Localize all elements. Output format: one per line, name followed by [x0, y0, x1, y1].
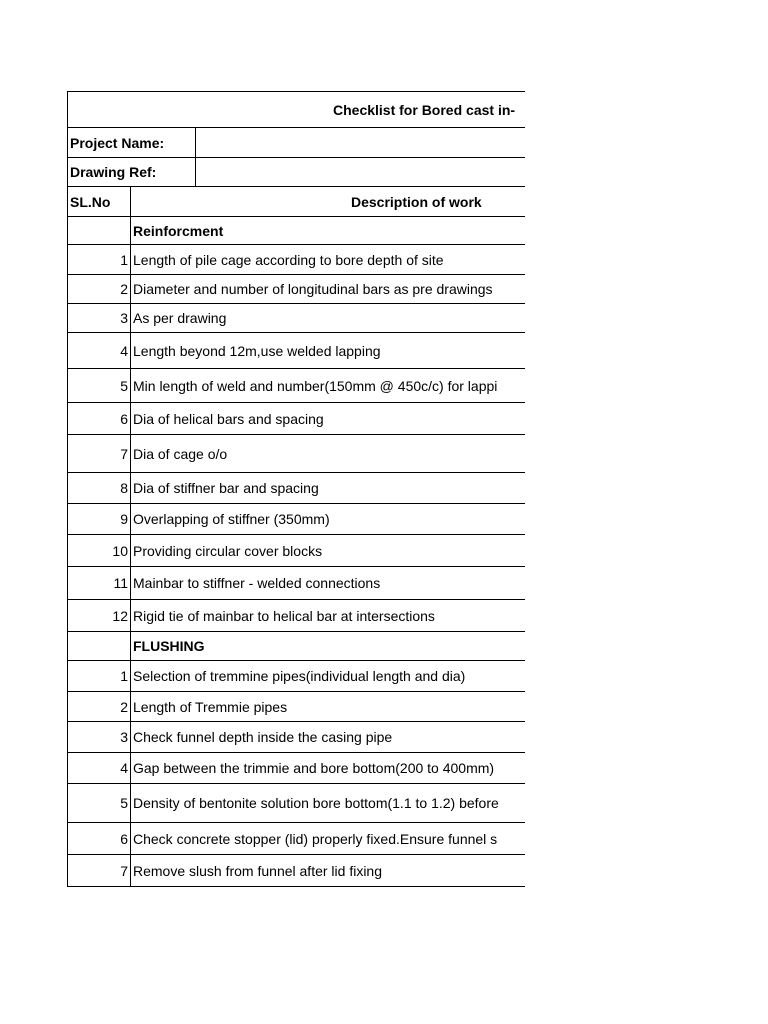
- section-heading-row: [68, 632, 526, 661]
- project-label: Project Name:: [68, 128, 196, 158]
- section-heading: Reinforcment: [131, 217, 526, 245]
- slno-header: SL.No: [68, 187, 131, 217]
- item-description: Dia of stiffner bar and spacing: [131, 473, 526, 504]
- item-number: 5: [68, 369, 131, 403]
- item-description: Check funnel depth inside the casing pipe: [131, 722, 526, 753]
- drawing-label: Drawing Ref:: [68, 158, 196, 187]
- header-row: [68, 187, 526, 217]
- table-row: [68, 722, 526, 753]
- item-description: Mainbar to stiffner - welded connections: [131, 567, 526, 600]
- item-number: 8: [68, 473, 131, 504]
- table-row: [68, 245, 526, 275]
- item-description: Providing circular cover blocks: [131, 535, 526, 567]
- item-number: 2: [68, 275, 131, 304]
- item-number: 1: [68, 245, 131, 275]
- table-row: [68, 435, 526, 473]
- item-description: Selection of tremmine pipes(individual length and dia): [131, 661, 526, 692]
- table-row: [68, 403, 526, 435]
- item-description: Dia of helical bars and spacing: [131, 403, 526, 435]
- item-description: Dia of cage o/o: [131, 435, 526, 473]
- section-number-cell: [68, 632, 131, 661]
- item-number: 10: [68, 535, 131, 567]
- table-row: [68, 753, 526, 784]
- item-description: As per drawing: [131, 304, 526, 333]
- description-header: Description of work: [131, 187, 526, 217]
- sheet-title: Checklist for Bored cast in-: [68, 92, 526, 128]
- item-number: 4: [68, 753, 131, 784]
- item-description: Gap between the trimmie and bore bottom(200 to 400mm): [131, 753, 526, 784]
- table-row: [68, 504, 526, 535]
- table-row: [68, 473, 526, 504]
- item-description: Length of pile cage according to bore depth of site: [131, 245, 526, 275]
- item-description: Min length of weld and number(150mm @ 450c/c) for lappi: [131, 369, 526, 403]
- section-number-cell: [68, 217, 131, 245]
- item-number: 9: [68, 504, 131, 535]
- item-number: 7: [68, 855, 131, 887]
- item-description: Remove slush from funnel after lid fixing: [131, 855, 526, 887]
- item-number: 4: [68, 333, 131, 369]
- table-row: [68, 600, 526, 632]
- item-description: Rigid tie of mainbar to helical bar at intersections: [131, 600, 526, 632]
- table-row: [68, 692, 526, 722]
- item-description: Diameter and number of longitudinal bars as pre drawings: [131, 275, 526, 304]
- table-row: [68, 784, 526, 823]
- title-row: [68, 92, 526, 128]
- item-number: 7: [68, 435, 131, 473]
- section-heading-row: [68, 217, 526, 245]
- table-row: [68, 333, 526, 369]
- item-number: 3: [68, 722, 131, 753]
- section-heading: FLUSHING: [131, 632, 526, 661]
- drawing-row: [68, 158, 526, 187]
- table-row: [68, 661, 526, 692]
- table-row: [68, 823, 526, 855]
- item-number: 6: [68, 823, 131, 855]
- item-description: Length beyond 12m,use welded lapping: [131, 333, 526, 369]
- item-number: 1: [68, 661, 131, 692]
- table-row: [68, 567, 526, 600]
- item-description: Check concrete stopper (lid) properly fixed.Ensure funnel s: [131, 823, 526, 855]
- item-number: 2: [68, 692, 131, 722]
- drawing-value-cell[interactable]: [196, 158, 526, 187]
- item-number: 12: [68, 600, 131, 632]
- table-row: [68, 275, 526, 304]
- table-row: [68, 535, 526, 567]
- item-number: 5: [68, 784, 131, 823]
- item-description: Length of Tremmie pipes: [131, 692, 526, 722]
- table-row: [68, 369, 526, 403]
- item-number: 3: [68, 304, 131, 333]
- checklist-sheet: [67, 91, 525, 887]
- item-number: 6: [68, 403, 131, 435]
- item-description: Overlapping of stiffner (350mm): [131, 504, 526, 535]
- item-number: 11: [68, 567, 131, 600]
- table-row: [68, 304, 526, 333]
- table-row: [68, 855, 526, 887]
- item-description: Density of bentonite solution bore bottom(1.1 to 1.2) before: [131, 784, 526, 823]
- project-row: [68, 128, 526, 158]
- project-value-cell[interactable]: [196, 128, 526, 158]
- checklist-table: [67, 91, 525, 887]
